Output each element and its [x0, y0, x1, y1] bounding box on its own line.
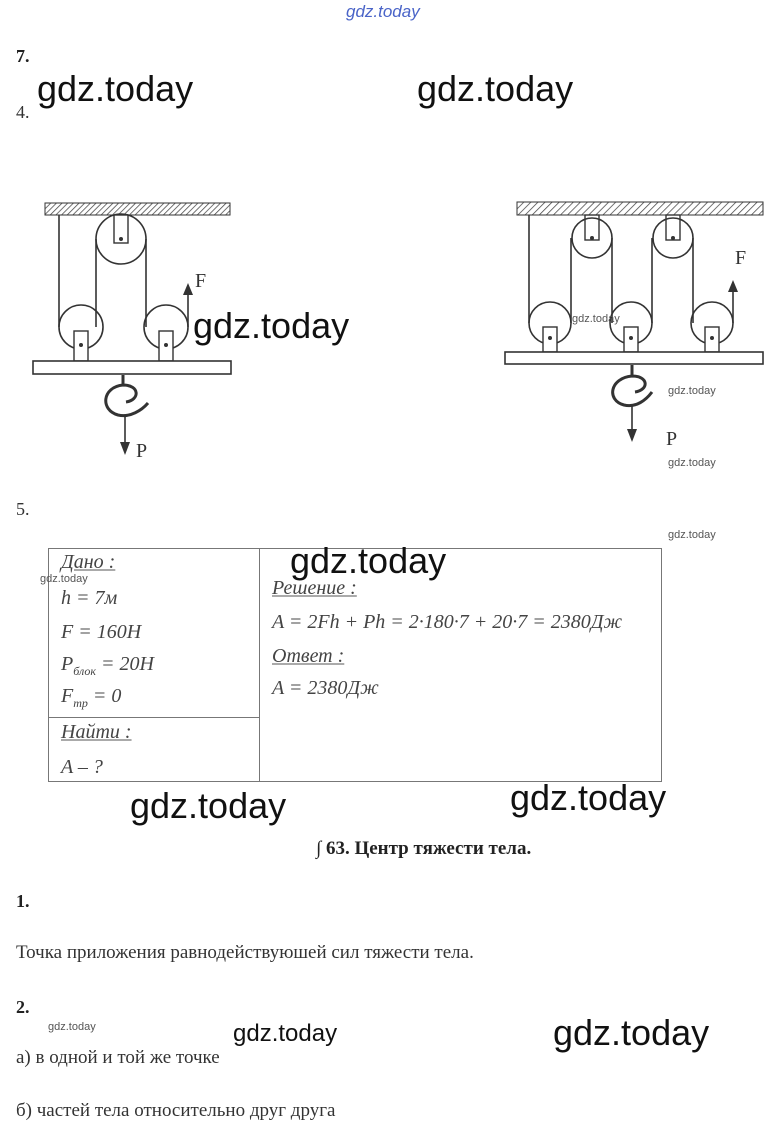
find-cell — [49, 718, 260, 782]
weight-label: P — [136, 440, 148, 462]
watermark: gdz.today — [233, 1020, 338, 1047]
item-number-2: 2. — [16, 997, 30, 1017]
p-block-subscript: блок — [73, 664, 96, 678]
f-friction-subscript: тр — [73, 696, 88, 710]
force-label: F — [195, 270, 207, 292]
watermark: gdz.today — [130, 785, 287, 826]
watermark: gdz.today — [193, 305, 350, 346]
watermark: gdz.today — [553, 1012, 710, 1053]
watermark-top: gdz.today — [346, 2, 420, 21]
watermark-small: gdz.today — [48, 1021, 96, 1033]
watermark-small: gdz.today — [572, 313, 620, 325]
given-f-friction — [61, 685, 121, 711]
given-f: F = 160H — [61, 621, 142, 643]
force-label: F — [735, 247, 747, 269]
given-p-block — [61, 653, 154, 679]
watermark-small: gdz.today — [668, 385, 716, 397]
p-block-value: = 20H — [95, 653, 154, 675]
find-title: Найти : — [61, 721, 132, 743]
watermark: gdz.today — [417, 68, 574, 109]
given-h: h = 7м — [61, 587, 118, 609]
f-friction-symbol: F — [61, 685, 74, 707]
item-number-5: 5. — [16, 499, 30, 519]
watermark-small: gdz.today — [40, 573, 88, 585]
answer-value: A = 2380Дж — [272, 677, 379, 699]
answer-1: Точка приложения равнодействуюшей сил тяжести тела. — [16, 942, 474, 963]
item-number-4: 4. — [16, 102, 30, 122]
task-table — [48, 548, 662, 782]
find-value: A – ? — [61, 756, 103, 778]
pulley-diagram-2 — [500, 190, 770, 450]
watermark: gdz.today — [290, 540, 447, 581]
f-friction-value: = 0 — [87, 685, 122, 707]
solution-title: Решение : — [272, 577, 357, 599]
watermark: gdz.today — [510, 777, 667, 818]
watermark-small: gdz.today — [668, 457, 716, 469]
solution-formula: A = 2Fh + Ph = 2·180·7 + 20·7 = 2380Дж — [272, 611, 623, 633]
answer-2b: б) частей тела относительно друг друга — [16, 1100, 336, 1121]
solution-cell — [260, 549, 662, 782]
section-title: ∫ 63. Центр тяжести тела. — [316, 838, 532, 859]
watermark-small: gdz.today — [668, 529, 716, 541]
answer-2a: а) в одной и той же точке — [16, 1047, 220, 1068]
p-block-symbol: P — [61, 653, 74, 675]
item-number-1: 1. — [16, 891, 30, 911]
answer-title: Ответ : — [272, 645, 345, 667]
weight-label: P — [666, 428, 678, 450]
given-title: Дано : — [61, 551, 116, 573]
watermark: gdz.today — [37, 68, 194, 109]
item-number-7: 7. — [16, 46, 30, 66]
